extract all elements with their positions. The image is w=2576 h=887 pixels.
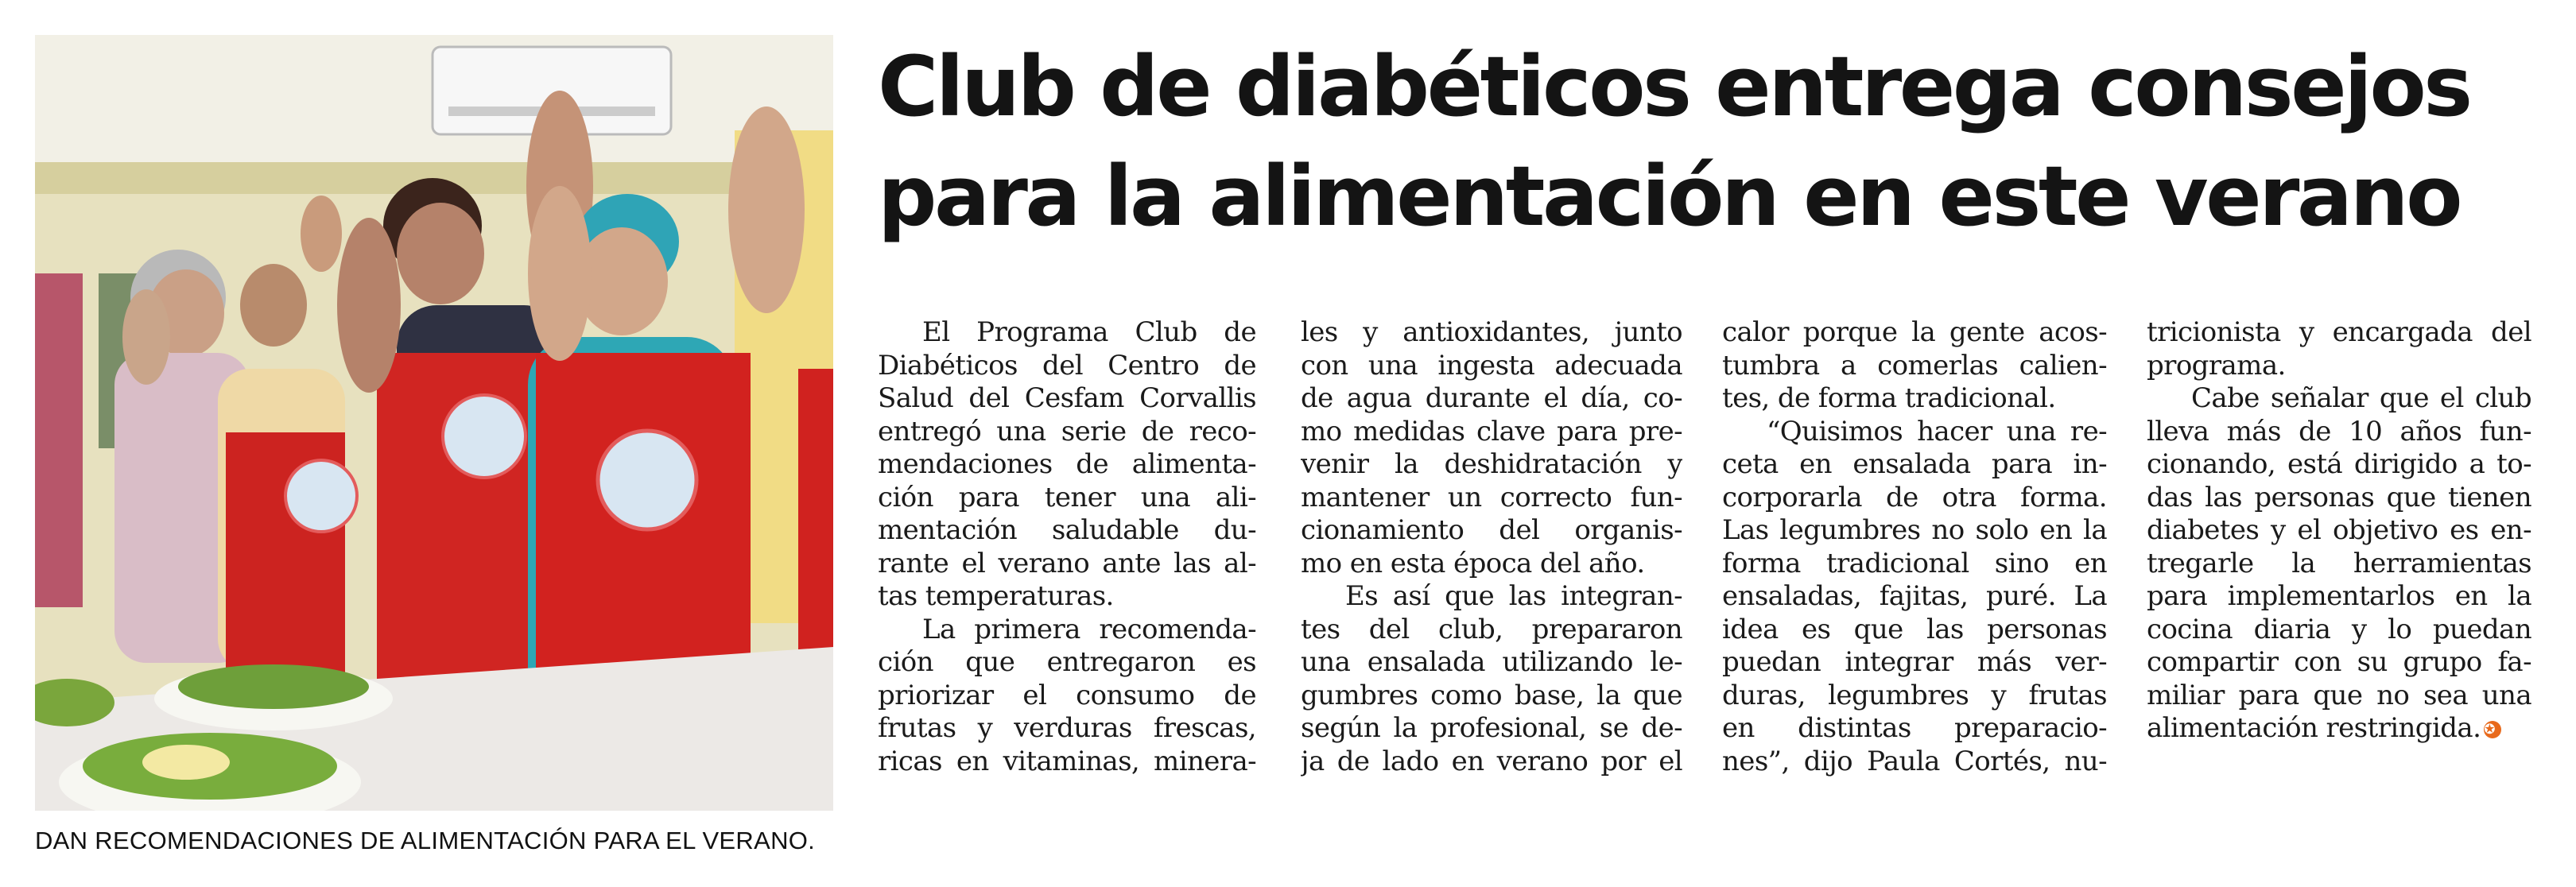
- body-line: cocina diaria y lo puedan: [2147, 613, 2531, 645]
- headline-line: para la alimentación en este verano: [878, 148, 2461, 245]
- body-line: cionamiento del organis-: [1301, 514, 1682, 546]
- headline: [878, 32, 2555, 251]
- body-line: ensaladas, fajitas, puré. La: [1722, 580, 2107, 612]
- body-line: entregó una serie de reco-: [878, 415, 1256, 447]
- body-line: una ensalada utilizando le-: [1301, 646, 1682, 678]
- body-line: les y antioxidantes, junto: [1301, 316, 1682, 348]
- body-line: tumbra a comerlas calien-: [1722, 349, 2107, 382]
- body-line: tricionista y encargada del: [2147, 316, 2531, 348]
- body-line: Es así que las integran-: [1345, 580, 1682, 612]
- body-column-1: [878, 316, 1256, 857]
- body-column-2: [1301, 316, 1682, 857]
- body-line: mendaciones de alimenta-: [878, 448, 1256, 480]
- body-line: ción que entregaron es: [878, 646, 1256, 678]
- body-line: compartir con su grupo fa-: [2147, 646, 2531, 678]
- body-line: priorizar el consumo de: [878, 679, 1256, 711]
- body-line: con una ingesta adecuada: [1301, 349, 1682, 382]
- body-line: das las personas que tienen: [2147, 481, 2531, 513]
- body-line: rante el verano ante las al-: [878, 547, 1256, 579]
- body-line: “Quisimos hacer una re-: [1767, 415, 2107, 447]
- photo-caption: DAN RECOMENDACIONES DE ALIMENTACIÓN PARA EL VERANO.: [35, 827, 816, 854]
- body-column-4: [2147, 316, 2531, 857]
- body-line: para implementarlos en la: [2147, 580, 2531, 612]
- body-line: ricas en vitaminas, minera-: [878, 745, 1256, 777]
- body-line: forma tradicional sino en: [1722, 547, 2107, 579]
- body-line: venir la deshidratación y: [1301, 448, 1682, 480]
- body-line: mantener un correcto fun-: [1301, 481, 1682, 513]
- body-line: mo medidas clave para pre-: [1301, 415, 1682, 447]
- body-line: tes del club, prepararon: [1301, 613, 1682, 645]
- end-mark-icon: ✪: [2484, 721, 2501, 738]
- body-line: cionando, está dirigido a to-: [2147, 448, 2531, 480]
- body-line: diabetes y el objetivo es en-: [2147, 514, 2531, 546]
- body-line: programa.: [2147, 349, 2286, 382]
- body-line: ción para tener una ali-: [878, 481, 1256, 513]
- body-line: Salud del Cesfam Corvallis: [878, 382, 1256, 414]
- body-line: frutas y verduras frescas,: [878, 712, 1256, 744]
- body-line: nes”, dijo Paula Cortés, nu-: [1722, 745, 2107, 777]
- body-line: corporarla de otra forma.: [1722, 481, 2107, 513]
- body-line: de agua durante el día, co-: [1301, 382, 1682, 414]
- body-line: mentación saludable du-: [878, 514, 1256, 546]
- headline-line: Club de diabéticos entrega consejos: [878, 38, 2470, 135]
- body-line: Las legumbres no solo en la: [1722, 514, 2107, 546]
- body-line: miliar para que no sea una: [2147, 679, 2531, 711]
- body-line: Cabe señalar que el club: [2191, 382, 2531, 414]
- body-line: según la profesional, se de-: [1301, 712, 1682, 744]
- body-column-3: [1722, 316, 2107, 857]
- body-line: El Programa Club de: [922, 316, 1256, 348]
- body-line: ceta en ensalada para in-: [1722, 448, 2107, 480]
- body-line: mo en esta época del año.: [1301, 547, 1645, 579]
- body-line: Diabéticos del Centro de: [878, 349, 1256, 382]
- article-photo: [35, 35, 833, 811]
- body-line: en distintas preparacio-: [1722, 712, 2107, 744]
- body-line: duras, legumbres y frutas: [1722, 679, 2107, 711]
- body-line: gumbres como base, la que: [1301, 679, 1682, 711]
- body-line: idea es que las personas: [1722, 613, 2107, 645]
- body-line: ja de lado en verano por el: [1301, 745, 1682, 777]
- body-line: lleva más de 10 años fun-: [2147, 415, 2531, 447]
- body-line: tregarle la herramientas: [2147, 547, 2531, 579]
- body-line: puedan integrar más ver-: [1722, 646, 2107, 678]
- photo-illustration: [35, 35, 833, 811]
- body-line: La primera recomenda-: [922, 613, 1256, 645]
- body-line: calor porque la gente acos-: [1722, 316, 2107, 348]
- body-line: tes, de forma tradicional.: [1722, 382, 2056, 414]
- body-line: alimentación restringida. ✪: [2147, 712, 2531, 746]
- body-line: tas temperaturas.: [878, 580, 1114, 612]
